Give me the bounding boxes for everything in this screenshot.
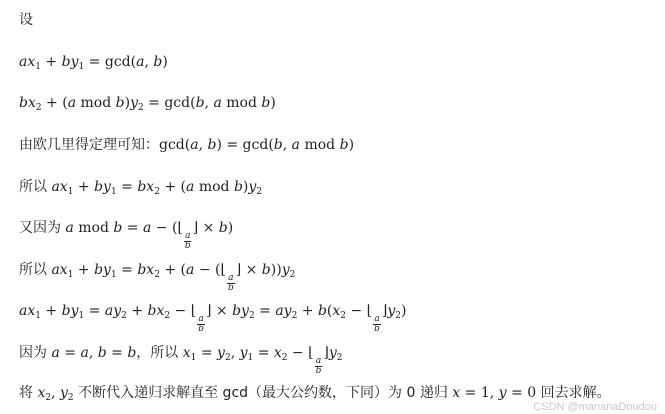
text-therefore-3: ，所以 bbox=[136, 345, 183, 361]
doc-line-because-conclusion bbox=[19, 343, 343, 376]
formula-line-4: $ax_1 + by_1 = bx_2 + (a$ mod $b)y_2$ bbox=[51, 179, 263, 197]
text-jiang: 将 bbox=[19, 385, 38, 401]
text-euclid-prefix: 由欧几里得定理可知： bbox=[19, 137, 159, 153]
text-because-1: 又因为 bbox=[19, 220, 66, 236]
doc-line-therefore-2 bbox=[19, 260, 295, 293]
doc-line-therefore-1 bbox=[19, 177, 262, 202]
text-therefore-2: 所以 bbox=[19, 262, 52, 278]
formula-line-2: $bx_2 + (a$ mod $b)y_2 = \gcd(b$, a mod b) bbox=[19, 95, 276, 113]
formula-conclusion: $x_1 = y_2$, $y_1 = x_2$ − ⌊ $\frac{a}{b}$ $⌋y_2$ bbox=[182, 345, 343, 376]
text-she: 设 bbox=[19, 12, 33, 28]
formula-euclid: gcd(a, b) = gcd(b, a mod b) bbox=[159, 137, 355, 153]
formula-line-5: a mod b = a − (⌊ $\frac{a}{b}$ ⌋ × b) bbox=[65, 220, 234, 251]
doc-line-euclid bbox=[19, 135, 354, 155]
formula-identity: a = a, b = b bbox=[51, 345, 137, 361]
formula-line-1: $ax_1 + by_1 = \gcd(a$, b) bbox=[19, 54, 168, 72]
formula-line-6: $ax_1 + by_1 = bx_2 + (a$ − (⌊ $\frac{a}{b}$ ⌋ × $b))y_2$ bbox=[51, 262, 296, 293]
formula-base-case: x = 1, y = 0 bbox=[452, 385, 537, 401]
doc-line-recursion bbox=[19, 383, 611, 408]
text-because-2: 因为 bbox=[19, 345, 52, 361]
text-therefore-1: 所以 bbox=[19, 179, 52, 195]
doc-line-intro bbox=[19, 10, 33, 30]
text-recursion-suffix: 回去求解。 bbox=[536, 385, 611, 401]
formula-x2-y2: $x_2$, $y_2$ bbox=[37, 385, 74, 403]
formula-line-7: $ax_1 + by_1 = ay_2 + bx_2$ − ⌊ $\frac{a}{b}$ ⌋ × $by_2 = ay_2 + b(x_2$ − ⌊ $\frac{a}{b}$ $⌋y_2$) bbox=[19, 303, 407, 334]
text-recursion-middle: 不断代入递归求解直至 gcd（最大公约数，下同）为 0 递归 bbox=[73, 385, 453, 401]
doc-line-because-mod bbox=[19, 218, 233, 251]
csdn-watermark: CSDN @mananaDoudou bbox=[533, 401, 657, 413]
